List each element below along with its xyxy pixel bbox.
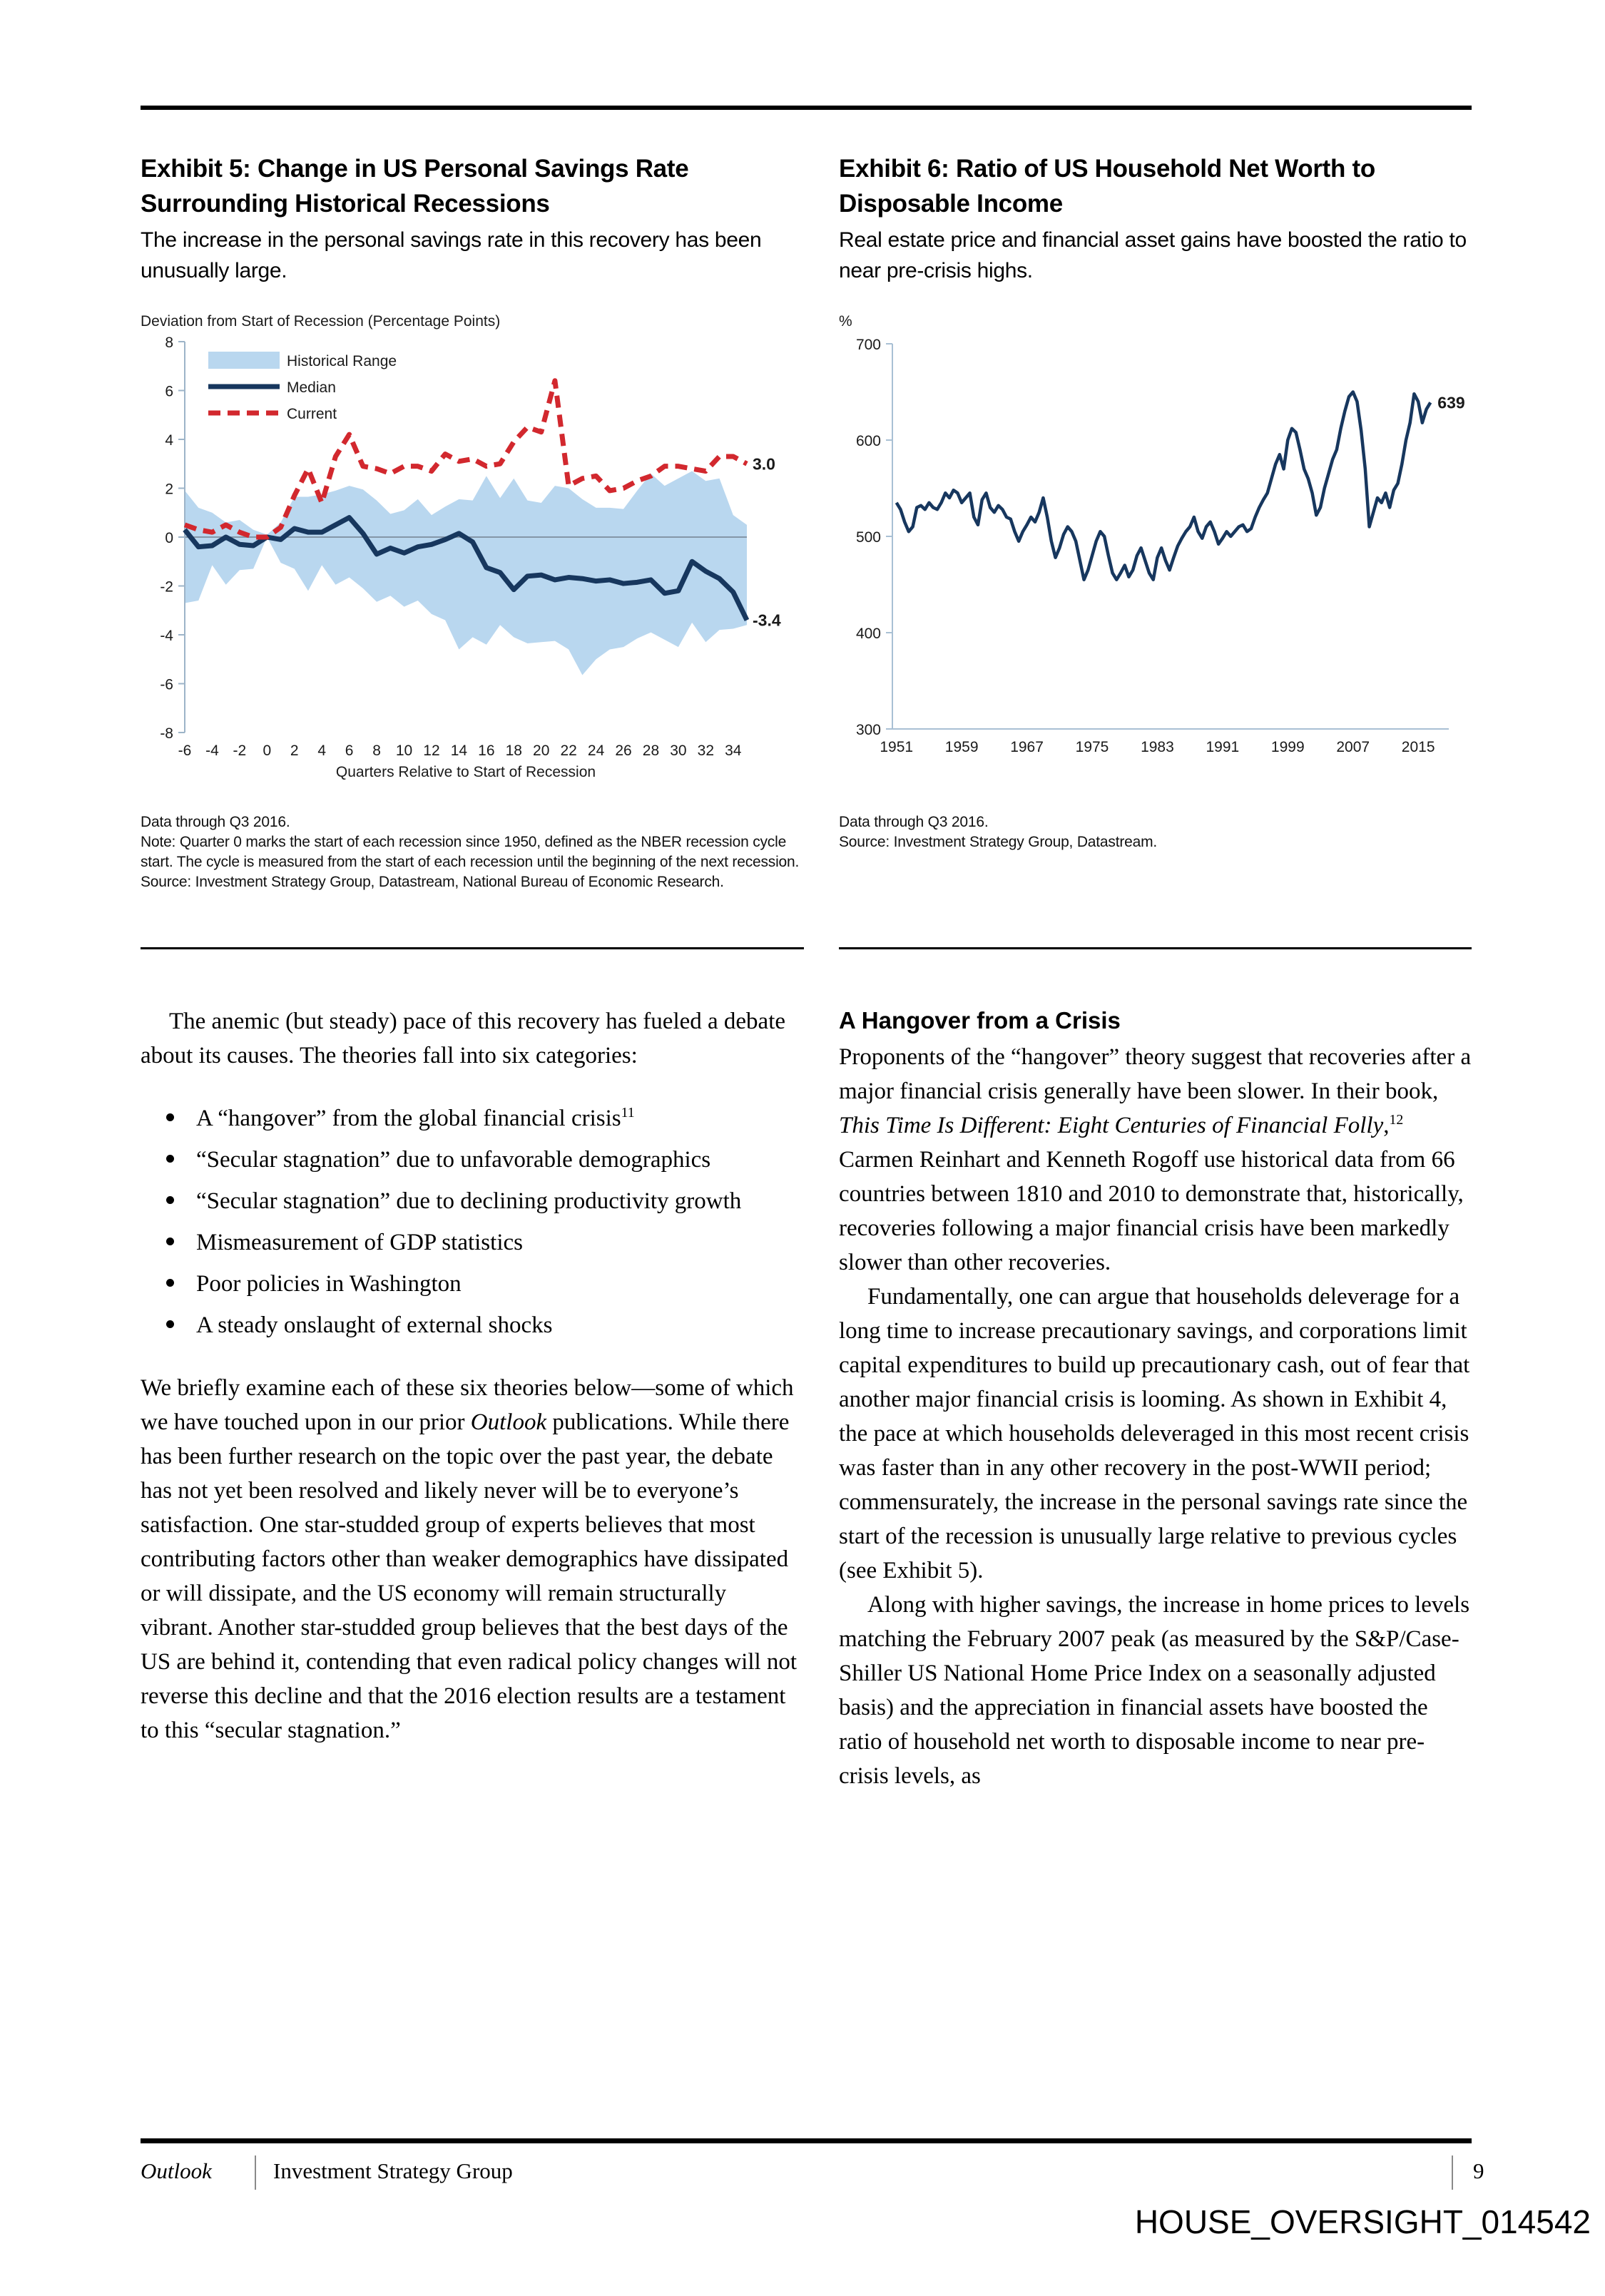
body-column-left	[141, 1004, 804, 1747]
exhibit-6-axis-unit: %	[839, 313, 852, 330]
svg-text:-3.4: -3.4	[753, 611, 781, 630]
svg-text:-4: -4	[205, 743, 219, 759]
column-divider-right	[839, 947, 1472, 949]
svg-text:-8: -8	[160, 725, 173, 742]
exhibit-5-notes	[141, 812, 804, 892]
page-number: 9	[1473, 2158, 1484, 2183]
svg-text:-2: -2	[233, 743, 247, 759]
svg-text:22: 22	[560, 743, 577, 759]
svg-text:1991: 1991	[1206, 739, 1240, 755]
svg-text:3.0: 3.0	[753, 454, 775, 474]
svg-text:Historical Range: Historical Range	[287, 353, 397, 369]
list-item: Poor policies in Washington	[141, 1267, 804, 1301]
exhibit-5-title: Exhibit 5: Change in US Personal Savings Rate Surrounding Historical Recessions	[141, 155, 689, 218]
svg-text:24: 24	[587, 743, 605, 759]
paragraph: We briefly examine each of these six theories below—some of which we have touched upon in our prior Outlook publications. While there has been further research on the topic over the past year, the debate has not yet been resolved and likely never will be to everyone’s satisfaction. One star-studded group of experts believes that most contributing factors other than weaker demographics have dissipated or will dissipate, and the US economy will remain structurally vibrant. Another star-studded group believes that the best days of the US are behind it, contending that even radical policy changes will not reverse this decline and that the 2016 election results are a testament to this “secular stagnation.”	[141, 1375, 798, 1743]
paragraph: Along with higher savings, the increase in home prices to levels matching the February 2007 peak (as measured by the S&P/Case-Shiller US National Home Price Index on a seasonally adjusted basis) and the appreciation in financial assets have boosted the ratio of household net worth to disposable income to near pre-crisis levels, as	[839, 1592, 1470, 1789]
list-item: “Secular stagnation” due to declining productivity growth	[141, 1184, 804, 1218]
exhibit-5-note-method: Note: Quarter 0 marks the start of each recession since 1950, defined as the NBER recession cycle start. The cycle is measured from the start of each recession until the beginning of the next recession.	[141, 834, 800, 870]
svg-text:34: 34	[725, 743, 742, 759]
svg-text:Current: Current	[287, 406, 337, 422]
list-item: A “hangover” from the global financial crisis$^{11}$	[141, 1101, 804, 1136]
exhibit-5-subtitle: The increase in the personal savings rate in this recovery has been unusually large.	[141, 228, 762, 282]
svg-text:1999: 1999	[1270, 739, 1305, 755]
top-rule	[141, 106, 1472, 110]
footer	[141, 2155, 1510, 2193]
svg-text:6: 6	[345, 743, 354, 759]
svg-text:2: 2	[290, 743, 299, 759]
bates-stamp: HOUSE_OVERSIGHT_014542	[1134, 2203, 1591, 2240]
svg-text:1975: 1975	[1075, 739, 1109, 755]
exhibit-6-note-source: Source: Investment Strategy Group, Datastream.	[839, 834, 1158, 850]
exhibit-6	[839, 151, 1472, 852]
svg-text:-4: -4	[160, 628, 173, 644]
svg-text:300: 300	[855, 722, 881, 738]
svg-text:10: 10	[395, 743, 413, 759]
svg-text:32: 32	[697, 743, 715, 759]
svg-text:-6: -6	[160, 676, 173, 693]
svg-text:0: 0	[165, 530, 173, 546]
svg-text:600: 600	[855, 433, 881, 449]
footer-separator	[255, 2155, 256, 2190]
svg-text:2: 2	[165, 481, 173, 498]
body-column-right	[839, 1004, 1474, 1793]
exhibit-6-title: Exhibit 6: Ratio of US Household Net Worth to Disposable Income	[839, 155, 1375, 218]
svg-text:Median: Median	[287, 379, 336, 396]
footer-rule	[141, 2138, 1472, 2143]
svg-text:400: 400	[855, 626, 881, 642]
svg-text:16: 16	[478, 743, 495, 759]
svg-text:28: 28	[642, 743, 660, 759]
footer-separator	[1452, 2155, 1453, 2190]
footer-group-name: Investment Strategy Group	[273, 2158, 513, 2183]
exhibit-5	[141, 151, 804, 892]
section-heading: A Hangover from a Crisis	[839, 1007, 1121, 1034]
svg-text:0: 0	[263, 743, 272, 759]
svg-text:18: 18	[505, 743, 522, 759]
svg-text:14: 14	[450, 743, 468, 759]
svg-text:20: 20	[533, 743, 550, 759]
svg-text:2007: 2007	[1336, 739, 1370, 755]
svg-text:1983: 1983	[1141, 739, 1174, 755]
svg-text:8: 8	[165, 335, 173, 351]
svg-text:1967: 1967	[1010, 739, 1044, 755]
exhibit-6-subtitle: Real estate price and financial asset gains have boosted the ratio to near pre-crisis highs.	[839, 228, 1467, 282]
svg-text:12: 12	[423, 743, 440, 759]
svg-text:1951: 1951	[880, 739, 914, 755]
savings-rate-chart	[141, 333, 804, 784]
svg-text:8: 8	[372, 743, 381, 759]
list-item: A steady onslaught of external shocks	[141, 1308, 804, 1342]
list-item: “Secular stagnation” due to unfavorable demographics	[141, 1143, 804, 1177]
net-worth-ratio-chart	[839, 333, 1472, 784]
svg-text:1959: 1959	[944, 739, 979, 755]
list-item: Mismeasurement of GDP statistics	[141, 1225, 804, 1260]
paragraph: The anemic (but steady) pace of this recovery has fueled a debate about its causes. The theories fall into six categories:	[141, 1009, 786, 1068]
svg-text:Quarters Relative to Start of: Quarters Relative to Start of Recession	[335, 764, 596, 780]
svg-text:2015: 2015	[1401, 739, 1435, 755]
exhibit-5-note-data: Data through Q3 2016.	[141, 814, 290, 830]
exhibit-5-axis-title: Deviation from Start of Recession (Percentage Points)	[141, 313, 501, 330]
svg-text:700: 700	[855, 337, 881, 353]
svg-text:639: 639	[1437, 393, 1465, 412]
paragraph: Proponents of the “hangover” theory suggest that recoveries after a major financial crisis generally have been slower. In their book, This Time Is Different: Eight Centuries of Financial Folly,$^{12}$ Carmen Reinhart and Kenneth Rogoff use historical data from 66 countries between 1810 and 2010 to demonstrate that, historically, recoveries following a major financial crisis have been markedly slower than other recoveries.	[839, 1044, 1472, 1275]
paragraph: Fundamentally, one can argue that households deleverage for a long time to increase precautionary savings, and corporations limit capital expenditures to build up precautionary cash, out of fear that another major financial crisis is looming. As shown in Exhibit 4, the pace at which households deleveraged in this most recent crisis was faster than in any other recovery in the post-WWII period; commensurately, the increase in the personal savings rate since the start of the recession is unusually large relative to previous cycles (see Exhibit 5).	[839, 1284, 1470, 1583]
exhibit-5-note-source: Source: Investment Strategy Group, Datastream, National Bureau of Economic Research.	[141, 874, 724, 890]
footer-brand: Outlook	[141, 2158, 212, 2183]
svg-text:30: 30	[670, 743, 687, 759]
svg-text:-2: -2	[160, 578, 173, 596]
theories-list	[141, 1101, 804, 1342]
exhibit-6-note-data: Data through Q3 2016.	[839, 814, 989, 830]
column-divider-left	[141, 947, 804, 949]
svg-text:6: 6	[165, 383, 173, 400]
svg-text:-6: -6	[178, 743, 192, 759]
svg-text:26: 26	[615, 743, 632, 759]
exhibit-6-notes	[839, 812, 1472, 852]
svg-text:4: 4	[165, 432, 173, 449]
svg-text:4: 4	[317, 743, 327, 759]
svg-text:500: 500	[855, 529, 881, 546]
